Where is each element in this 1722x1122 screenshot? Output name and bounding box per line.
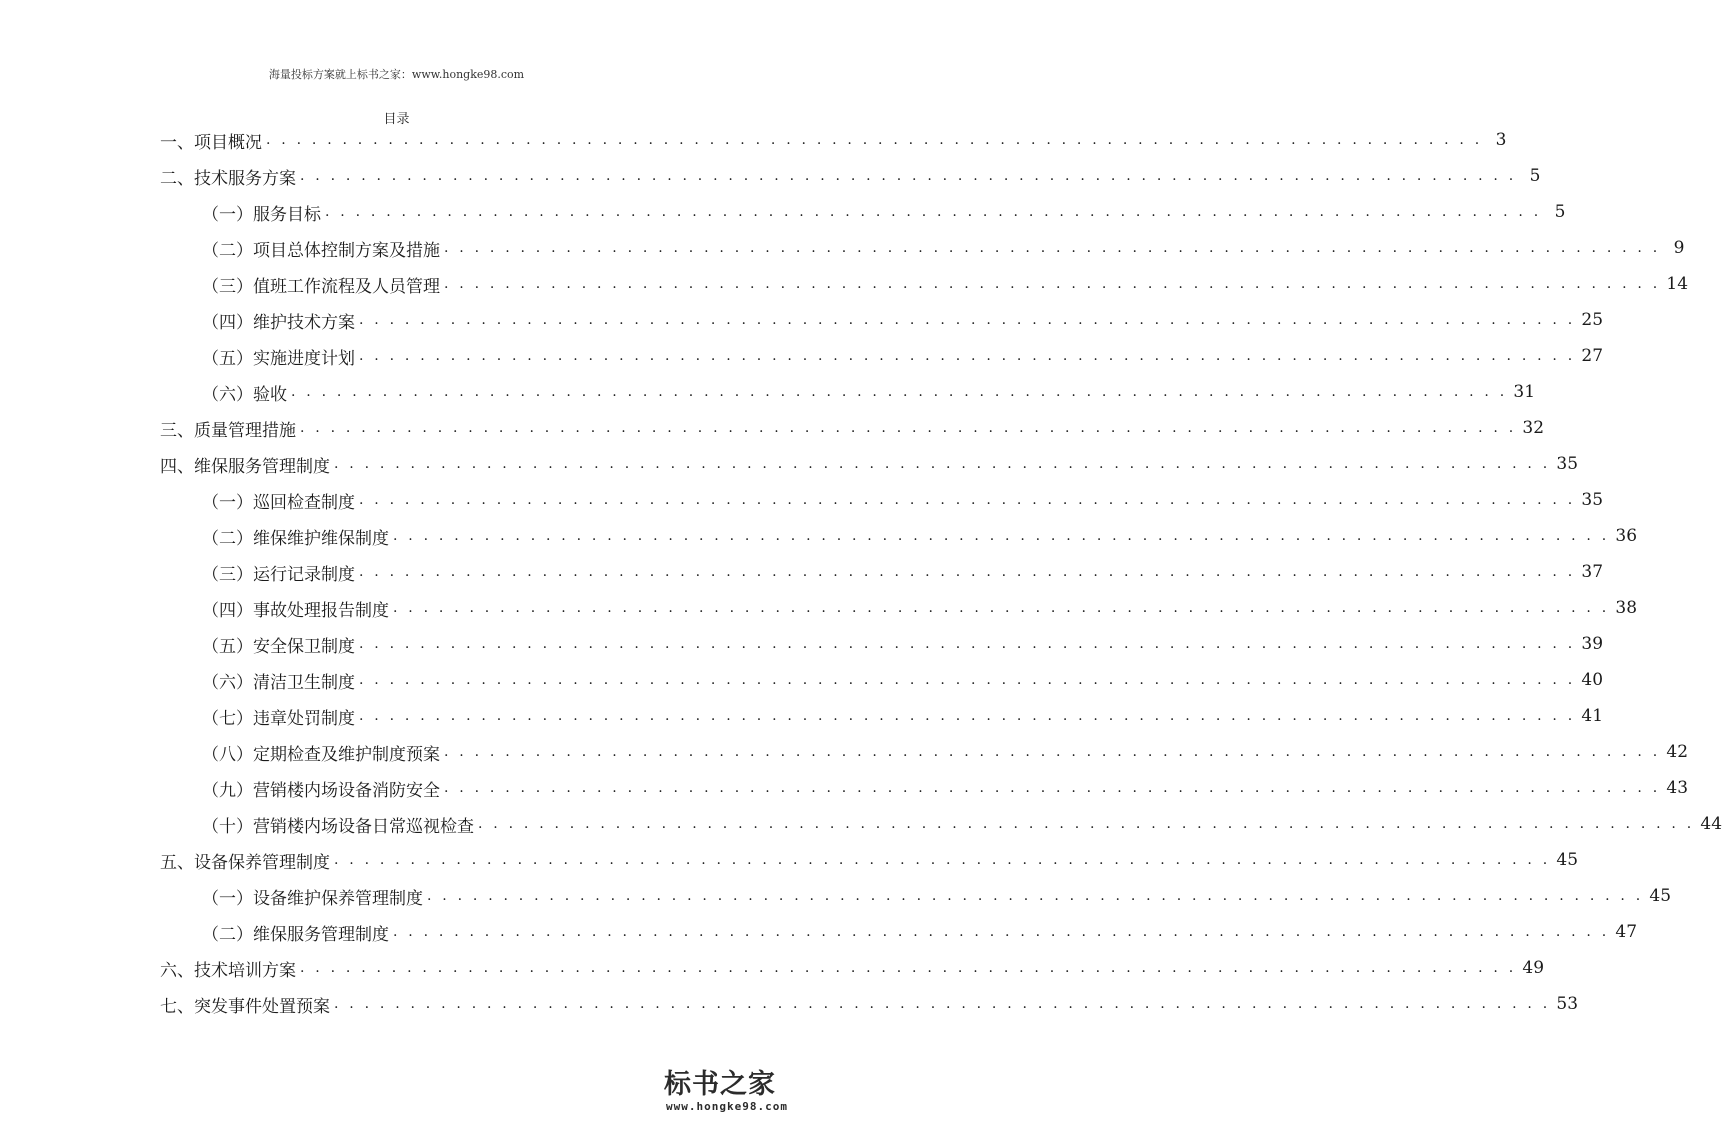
- toc-dot-leader: . . . . . . . . . . . . . . . . . . . . . . . . . . . . . . . . . . . . . . . . . . . . . . . . . . . . . . . . . . . . . . . . . . . . . . . . . . . . . . . .: [444, 744, 1661, 760]
- toc-entry-page-number: 35: [1556, 454, 1579, 474]
- toc-entry[interactable]: [202, 374, 1536, 410]
- toc-entry-label: （三）值班工作流程及人员管理: [202, 276, 440, 297]
- toc-entry-page-number: 32: [1522, 418, 1545, 438]
- toc-entry[interactable]: [160, 122, 1507, 158]
- toc-dot-leader: . . . . . . . . . . . . . . . . . . . . . . . . . . . . . . . . . . . . . . . . . . . . . . . . . . . . . . . . . . . . . . . . . . . . . . . . . . . . . . . .: [393, 528, 1610, 544]
- toc-dot-leader: . . . . . . . . . . . . . . . . . . . . . . . . . . . . . . . . . . . . . . . . . . . . . . . . . . . . . . . . . . . . . . . . . . . . . . . . . . . . . . . .: [291, 384, 1508, 400]
- toc-entry[interactable]: [160, 842, 1579, 878]
- toc-dot-leader: . . . . . . . . . . . . . . . . . . . . . . . . . . . . . . . . . . . . . . . . . . . . . . . . . . . . . . . . . . . . . . . . . . . . . . . . . . . . . . . .: [478, 816, 1695, 832]
- toc-entry-page-number: 37: [1581, 562, 1604, 582]
- toc-entry-label: （六）验收: [202, 384, 287, 405]
- toc-entry-label: （八）定期检查及维护制度预案: [202, 744, 440, 765]
- toc-entry[interactable]: [202, 590, 1638, 626]
- toc-dot-leader: . . . . . . . . . . . . . . . . . . . . . . . . . . . . . . . . . . . . . . . . . . . . . . . . . . . . . . . . . . . . . . . . . . . . . . . . . . . . . . . .: [359, 492, 1576, 508]
- toc-entry[interactable]: [202, 518, 1638, 554]
- toc-entry[interactable]: [160, 986, 1579, 1022]
- toc-entry[interactable]: [202, 698, 1604, 734]
- toc-entry-page-number: 14: [1666, 274, 1689, 294]
- toc-entry-label: （三）运行记录制度: [202, 564, 355, 585]
- toc-entry[interactable]: [202, 302, 1604, 338]
- page-header-note: 海量投标方案就上标书之家：www.hongke98.com: [268, 68, 525, 81]
- toc-dot-leader: . . . . . . . . . . . . . . . . . . . . . . . . . . . . . . . . . . . . . . . . . . . . . . . . . . . . . . . . . . . . . . . . . . . . . . . . . . . . . . . .: [444, 240, 1661, 256]
- toc-entry-label: 六、技术培训方案: [160, 960, 296, 981]
- toc-dot-leader: . . . . . . . . . . . . . . . . . . . . . . . . . . . . . . . . . . . . . . . . . . . . . . . . . . . . . . . . . . . . . . . . . . . . . . . . . . . . . . . .: [359, 636, 1576, 652]
- toc-dot-leader: . . . . . . . . . . . . . . . . . . . . . . . . . . . . . . . . . . . . . . . . . . . . . . . . . . . . . . . . . . . . . . . . . . . . . . . . . . . . . . . .: [334, 996, 1551, 1012]
- toc-entry[interactable]: [202, 734, 1689, 770]
- toc-entry-page-number: 39: [1581, 634, 1604, 654]
- toc-entry-label: 一、项目概况: [160, 132, 262, 153]
- toc-entry-label: 三、质量管理措施: [160, 420, 296, 441]
- toc-entry[interactable]: [202, 626, 1604, 662]
- toc-entry[interactable]: [160, 410, 1545, 446]
- toc-dot-leader: . . . . . . . . . . . . . . . . . . . . . . . . . . . . . . . . . . . . . . . . . . . . . . . . . . . . . . . . . . . . . . . . . . . . . . . . . . . . . . . .: [359, 672, 1576, 688]
- toc-entry-label: （六）清洁卫生制度: [202, 672, 355, 693]
- toc-entry-page-number: 49: [1522, 958, 1545, 978]
- toc-dot-leader: . . . . . . . . . . . . . . . . . . . . . . . . . . . . . . . . . . . . . . . . . . . . . . . . . . . . . . . . . . . . . . . . . . . . . . . . . . . . . . . .: [300, 420, 1517, 436]
- toc-dot-leader: . . . . . . . . . . . . . . . . . . . . . . . . . . . . . . . . . . . . . . . . . . . . . . . . . . . . . . . . . . . . . . . . . . . . . . . . . . . . . . . .: [359, 312, 1576, 328]
- toc-entry[interactable]: [202, 662, 1604, 698]
- toc-entry-label: （二）维保维护维保制度: [202, 528, 389, 549]
- toc-entry[interactable]: [160, 446, 1579, 482]
- toc-entry-page-number: 40: [1581, 670, 1604, 690]
- toc-entry-label: 二、技术服务方案: [160, 168, 296, 189]
- toc-entry-label: （二）项目总体控制方案及措施: [202, 240, 440, 261]
- logo-url: www.hongke98.com: [666, 1100, 788, 1113]
- toc-dot-leader: . . . . . . . . . . . . . . . . . . . . . . . . . . . . . . . . . . . . . . . . . . . . . . . . . . . . . . . . . . . . . . . . . . . . . . . . . . . . . . . .: [393, 924, 1610, 940]
- toc-entry-page-number: 31: [1513, 382, 1536, 402]
- toc-entry-page-number: 53: [1556, 994, 1579, 1014]
- toc-entry-label: （一）巡回检查制度: [202, 492, 355, 513]
- toc-entry-label: （七）违章处罚制度: [202, 708, 355, 729]
- toc-dot-leader: . . . . . . . . . . . . . . . . . . . . . . . . . . . . . . . . . . . . . . . . . . . . . . . . . . . . . . . . . . . . . . . . . . . . . . . . . . . . . . . .: [359, 564, 1576, 580]
- toc-entry-label: （十）营销楼内场设备日常巡视检查: [202, 816, 474, 837]
- toc-entry-page-number: 44: [1700, 814, 1722, 834]
- toc-entry[interactable]: [202, 806, 1722, 842]
- toc-entry[interactable]: [202, 554, 1604, 590]
- toc-entry-label: 七、突发事件处置预案: [160, 996, 330, 1017]
- toc-dot-leader: . . . . . . . . . . . . . . . . . . . . . . . . . . . . . . . . . . . . . . . . . . . . . . . . . . . . . . . . . . . . . . . . . . . . . . . . . . . . . . . .: [334, 456, 1551, 472]
- toc-entry-page-number: 35: [1581, 490, 1604, 510]
- toc-entry-label: （五）安全保卫制度: [202, 636, 355, 657]
- toc-dot-leader: . . . . . . . . . . . . . . . . . . . . . . . . . . . . . . . . . . . . . . . . . . . . . . . . . . . . . . . . . . . . . . . . . . . . . . . . . . . . . . . .: [334, 852, 1551, 868]
- toc-entry-label: （九）营销楼内场设备消防安全: [202, 780, 440, 801]
- toc-entry-page-number: 45: [1649, 886, 1672, 906]
- toc-entry[interactable]: [202, 482, 1604, 518]
- toc-entry-label: （五）实施进度计划: [202, 348, 355, 369]
- toc-entry-page-number: 5: [1554, 202, 1566, 222]
- toc-dot-leader: . . . . . . . . . . . . . . . . . . . . . . . . . . . . . . . . . . . . . . . . . . . . . . . . . . . . . . . . . . . . . . . . . . . . . . . . . . . . . . . .: [359, 708, 1576, 724]
- toc-entry[interactable]: [202, 266, 1689, 302]
- toc-entry-label: （二）维保服务管理制度: [202, 924, 389, 945]
- toc-entry-page-number: 45: [1556, 850, 1579, 870]
- toc-title: 目录: [383, 112, 410, 127]
- toc-dot-leader: . . . . . . . . . . . . . . . . . . . . . . . . . . . . . . . . . . . . . . . . . . . . . . . . . . . . . . . . . . . . . . . . . . . . . . . . . . . . . . . .: [427, 888, 1644, 904]
- toc-dot-leader: . . . . . . . . . . . . . . . . . . . . . . . . . . . . . . . . . . . . . . . . . . . . . . . . . . . . . . . . . . . . . . . . . . . . . . . . . . . . . . . .: [444, 780, 1661, 796]
- toc-entry-page-number: 42: [1666, 742, 1689, 762]
- toc-entry[interactable]: [202, 914, 1638, 950]
- logo: [620, 1060, 790, 1120]
- toc-dot-leader: . . . . . . . . . . . . . . . . . . . . . . . . . . . . . . . . . . . . . . . . . . . . . . . . . . . . . . . . . . . . . . . . . . . . . . . . . . . . . . . .: [359, 348, 1576, 364]
- toc-entry-label: 五、设备保养管理制度: [160, 852, 330, 873]
- toc-entry-page-number: 5: [1529, 166, 1541, 186]
- toc-entry-page-number: 9: [1673, 238, 1685, 258]
- toc-entry-page-number: 36: [1615, 526, 1638, 546]
- toc-entry-page-number: 25: [1581, 310, 1604, 330]
- toc-entry[interactable]: [202, 878, 1672, 914]
- toc-entry-page-number: 43: [1666, 778, 1689, 798]
- toc-entry-page-number: 3: [1495, 130, 1507, 150]
- toc-entry-page-number: 27: [1581, 346, 1604, 366]
- toc-entry[interactable]: [202, 194, 1566, 230]
- logo-text: 标书之家: [664, 1069, 776, 1100]
- toc-dot-leader: . . . . . . . . . . . . . . . . . . . . . . . . . . . . . . . . . . . . . . . . . . . . . . . . . . . . . . . . . . . . . . . . . . . . . . . . . . . . . . . .: [300, 960, 1517, 976]
- toc-entry-label: （一）服务目标: [202, 204, 321, 225]
- toc-entry-label: （四）事故处理报告制度: [202, 600, 389, 621]
- toc-entry-page-number: 41: [1581, 706, 1604, 726]
- toc-dot-leader: . . . . . . . . . . . . . . . . . . . . . . . . . . . . . . . . . . . . . . . . . . . . . . . . . . . . . . . . . . . . . . . . . . . . . . . . . . . . . . . .: [325, 204, 1542, 220]
- toc-dot-leader: . . . . . . . . . . . . . . . . . . . . . . . . . . . . . . . . . . . . . . . . . . . . . . . . . . . . . . . . . . . . . . . . . . . . . . . . . . . . . . . .: [444, 276, 1661, 292]
- toc-entry[interactable]: [202, 230, 1685, 266]
- toc-dot-leader: . . . . . . . . . . . . . . . . . . . . . . . . . . . . . . . . . . . . . . . . . . . . . . . . . . . . . . . . . . . . . . . . . . . . . . . . . . . . . . . .: [300, 168, 1517, 184]
- toc-entry[interactable]: [202, 770, 1689, 806]
- toc-entry-page-number: 47: [1615, 922, 1638, 942]
- toc-entry-label: （四）维护技术方案: [202, 312, 355, 333]
- toc-entry[interactable]: [160, 158, 1541, 194]
- toc-entry-label: （一）设备维护保养管理制度: [202, 888, 423, 909]
- toc-entry[interactable]: [202, 338, 1604, 374]
- toc-entry[interactable]: [160, 950, 1545, 986]
- toc-entry-page-number: 38: [1615, 598, 1638, 618]
- toc-dot-leader: . . . . . . . . . . . . . . . . . . . . . . . . . . . . . . . . . . . . . . . . . . . . . . . . . . . . . . . . . . . . . . . . . . . . . . . . . . . . . . . .: [266, 132, 1483, 148]
- toc-dot-leader: . . . . . . . . . . . . . . . . . . . . . . . . . . . . . . . . . . . . . . . . . . . . . . . . . . . . . . . . . . . . . . . . . . . . . . . . . . . . . . . .: [393, 600, 1610, 616]
- toc-entry-label: 四、维保服务管理制度: [160, 456, 330, 477]
